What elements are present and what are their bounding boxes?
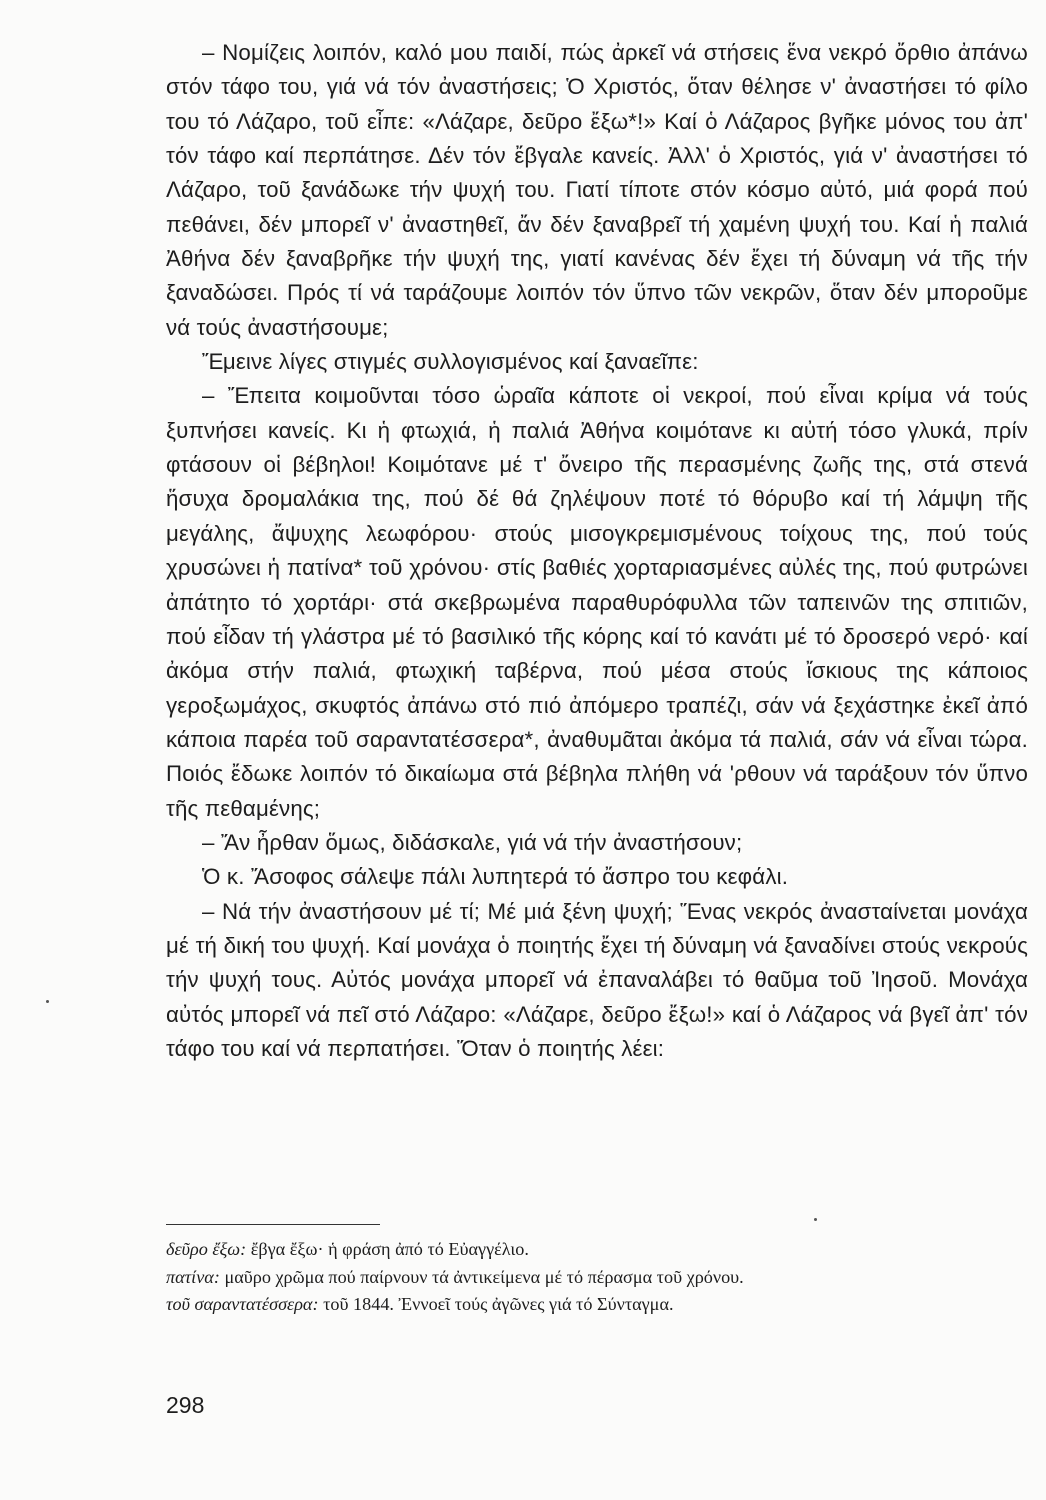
paragraph-3: – Ἔπειτα κοιμοῦνται τόσο ὡραῖα κάποτε οἱ νεκροί, πού εἶναι κρίμα νά τούς ξυπνήσει κανείς. Κι ἡ φτωχιά, ἡ παλιά Ἀθήνα κοιμότανε κι αὐτή τόσο γλυκά, πρίν φτάσουν οἱ βέβηλοι! Κοιμότανε μέ τ' ὄνειρο τῆς περασμένης ζωῆς της, στά στενά ἥσυχα δρομαλάκια της, πού δέ θά ζηλέψουν ποτέ τό θόρυβο καί τή λάμψη τῆς μεγάλης, ἄψυχης λεωφόρου· στούς μισογκρεμισμένους τοίχους της, πού τούς χρυσώνει ἡ πατίνα* τοῦ χρόνου· στίς βαθιές χορταριασμένες αὐλές της, πού φυτρώνει ἀπάτητο τό χορτάρι· στά σκεβρωμένα παραθυρόφυλλα τῶν ταπεινῶν της σπιτιῶν, πού εἶδαν τή γλάστρα μέ τό βασιλικό τῆς κόρης καί τό κανάτι μέ τό δροσερό νερό· καί ἀκόμα στήν παλιά, φτωχική ταβέρνα, πού μέσα στούς ἴσκιους της κάποιος γεροξωμάχος, σκυφτός ἀπάνω στό πιό ἀπόμερο τραπέζι, σάν νά ξεχάστηκε ἐκεῖ ἀπό κάποια παρέα τοῦ σαραντατέσσερα*, ἀναθυμᾶται ἀκόμα τά παλιά, σάν νά εἶναι τώρα. Ποιός ἔδωκε λοιπόν τό δικαίωμα στά βέβηλα πλήθη νά 'ρθουν νά ταράξουν τόν ὕπνο τῆς πεθαμένης; xyxy=(166,383,1028,821)
scan-speck xyxy=(46,1000,49,1003)
main-text xyxy=(166,36,1028,1066)
footnote-3 xyxy=(166,1291,1026,1319)
footnote-2 xyxy=(166,1264,1026,1292)
scan-speck xyxy=(814,1218,817,1221)
footnote-text: τοῦ 1844. Ἐννοεῖ τούς ἀγῶνες γιά τό Σύνταγμα. xyxy=(323,1294,674,1314)
paragraph-4: – Ἄν ἦρθαν ὅμως, διδάσκαλε, γιά νά τήν ἀναστήσουν; xyxy=(202,829,743,855)
footnote-term: τοῦ σαραντατέσσερα: xyxy=(166,1294,319,1314)
footnote-1 xyxy=(166,1236,1026,1264)
footnote-divider xyxy=(166,1224,380,1225)
footnote-term: δεῦρο ἔξω: xyxy=(166,1239,247,1259)
footnote-term: πατίνα: xyxy=(166,1266,220,1287)
footnotes xyxy=(166,1236,1026,1319)
footnote-text: μαῦρο χρῶμα πού παίρνουν τά ἀντικείμενα μέ τό πέρασμα τοῦ χρόνου. xyxy=(224,1266,744,1287)
footnote-text: ἔβγα ἔξω· ἡ φράση ἀπό τό Εὐαγγέλιο. xyxy=(250,1239,529,1259)
paragraph-6: – Νά τήν ἀναστήσουν μέ τί; Μέ μιά ξένη ψυχή; Ἕνας νεκρός ἀνασταίνεται μονάχα μέ τή δική του ψυχή. Καί μονάχα ὁ ποιητής ἔχει τή δύναμη νά ξαναδίνει στούς νεκρούς τήν ψυχή τους. Αὐτός μονάχα μπορεῖ νά ἐπαναλάβει τό θαῦμα τοῦ Ἰησοῦ. Μονάχα αὐτός μπορεῖ νά πεῖ στό Λάζαρο: «Λάζαρε, δεῦρο ἔξω!» καί ὁ Λάζαρος νά βγεῖ ἀπ' τόν τάφο του καί νά περπατήσει. Ὅταν ὁ ποιητής λέει: xyxy=(166,898,1028,1061)
paragraph-2: Ἔμεινε λίγες στιγμές συλλογισμένος καί ξαναεῖπε: xyxy=(202,349,699,375)
paragraph-1: – Νομίζεις λοιπόν, καλό μου παιδί, πώς ἀρκεῖ νά στήσεις ἕνα νεκρό ὄρθιο ἀπάνω στόν τάφο του, γιά νά τόν ἀναστήσεις; Ὁ Χριστός, ὅταν θέλησε ν' ἀναστήσει τό φίλο του τό Λάζαρο, τοῦ εἶπε: «Λάζαρε, δεῦρο ἔξω*!» Καί ὁ Λάζαρος βγῆκε μόνος του ἀπ' τόν τάφο καί περπάτησε. Δέν τόν ἔβγαλε κανείς. Ἀλλ' ὁ Χριστός, γιά ν' ἀναστήσει τό Λάζαρο, τοῦ ξανάδωκε τήν ψυχή του. Γιατί τίποτε στόν κόσμο αὐτό, μιά φορά πού πεθάνει, δέν μπορεῖ ν' ἀναστηθεῖ, ἄν δέν ξαναβρεῖ τή χαμένη ψυχή του. Καί ἡ παλιά Ἀθήνα δέν ξαναβρῆκε τήν ψυχή της, γιατί κανένας δέν ἔχει τή δύναμη νά τῆς τήν ξαναδώσει. Πρός τί νά ταράζουμε λοιπόν τόν ὕπνο τῶν νεκρῶν, ὅταν δέν μποροῦμε νά τούς ἀναστήσουμε; xyxy=(166,40,1028,340)
page-number: 298 xyxy=(166,1392,205,1418)
paragraph-5: Ὁ κ. Ἄσοφος σάλεψε πάλι λυπητερά τό ἄσπρο του κεφάλι. xyxy=(202,864,789,890)
